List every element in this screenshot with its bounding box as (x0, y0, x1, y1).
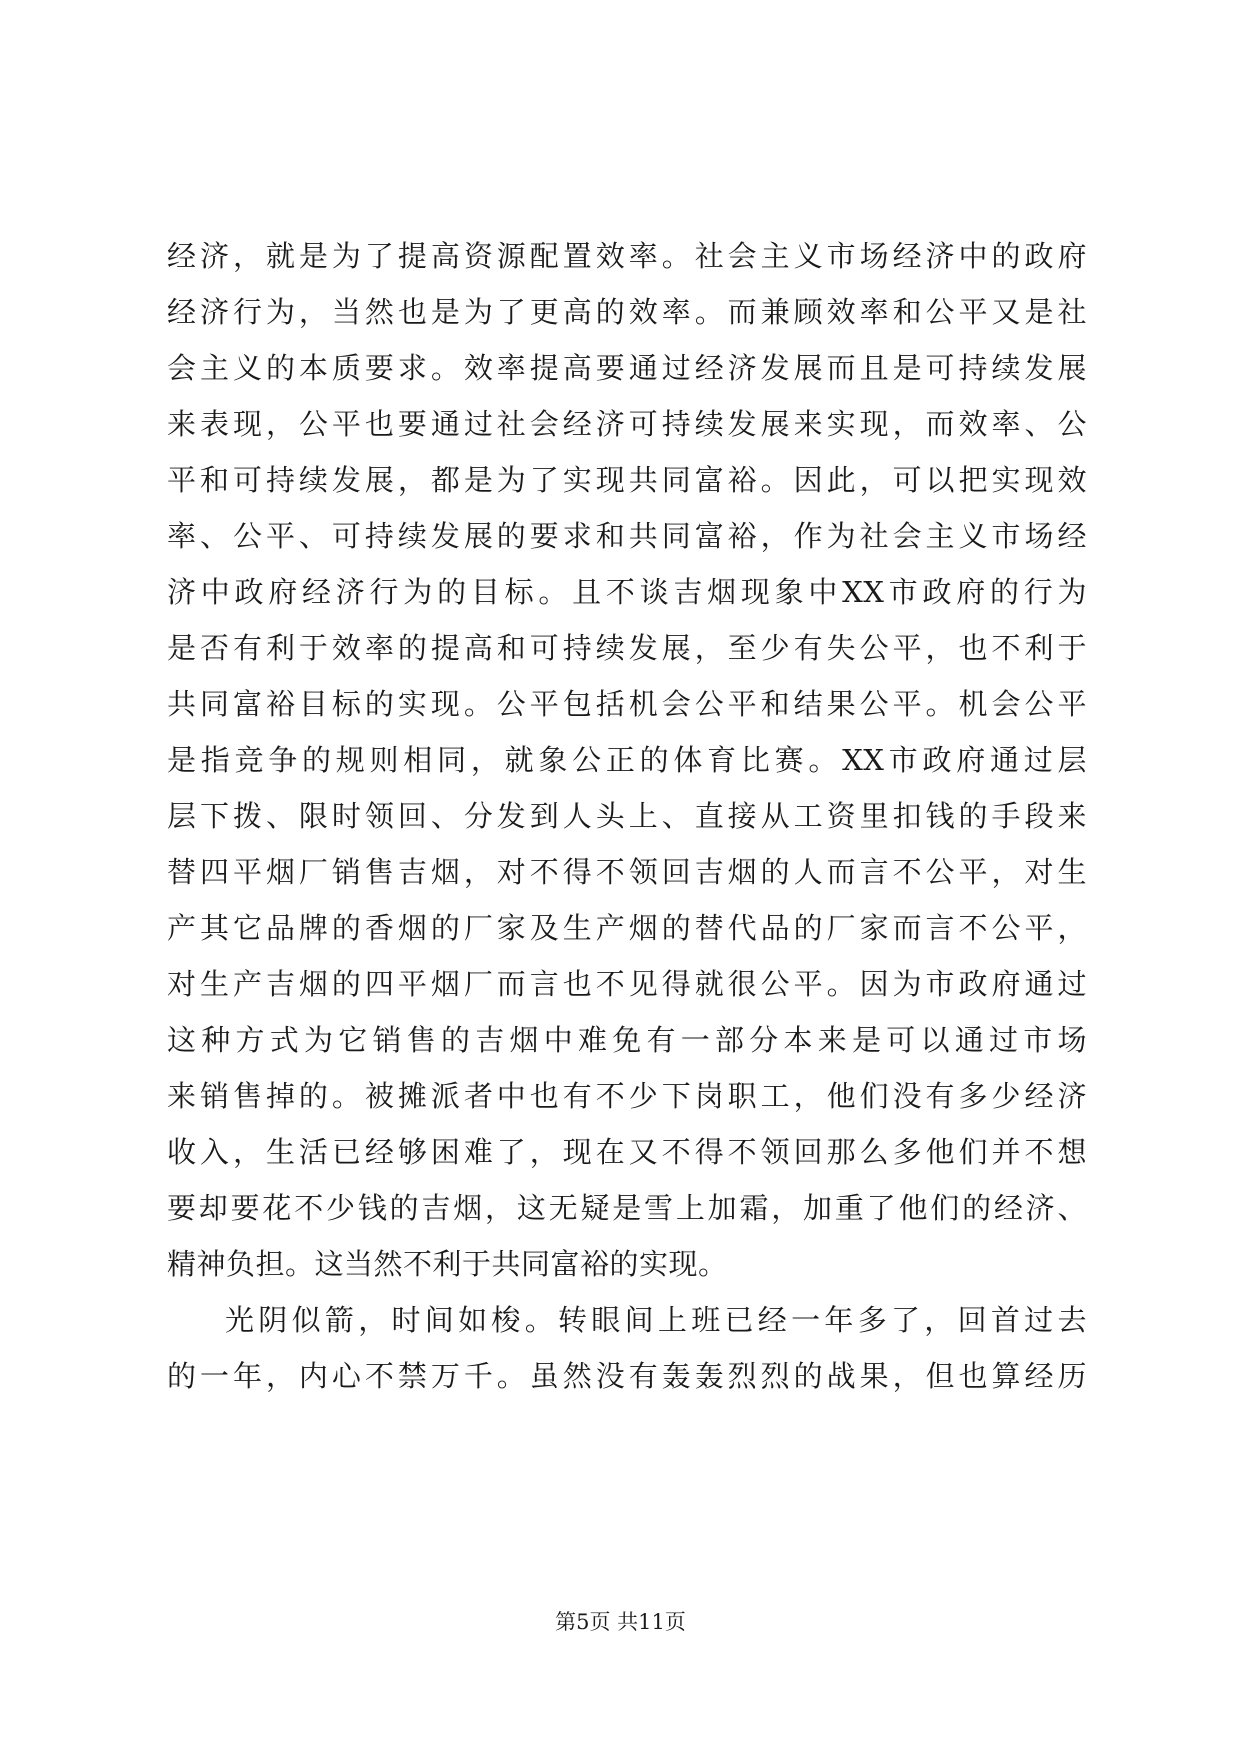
text-line: 收入，生活已经够困难了，现在又不得不领回那么多他们并不想 (167, 1135, 1087, 1169)
text-line: 层下拨、限时领回、分发到人头上、直接从工资里扣钱的手段来 (167, 799, 1087, 833)
text-line: 替四平烟厂销售吉烟，对不得不领回吉烟的人而言不公平，对生 (167, 855, 1087, 889)
text-line: 济中政府经济行为的目标。且不谈吉烟现象中XX市政府的行为 (167, 575, 1087, 609)
text-line: 精神负担。这当然不利于共同富裕的实现。 (167, 1247, 728, 1281)
text-line: 的一年，内心不禁万千。虽然没有轰轰烈烈的战果，但也算经历 (167, 1359, 1087, 1393)
text-line: 对生产吉烟的四平烟厂而言也不见得就很公平。因为市政府通过 (167, 967, 1087, 1001)
text-line: 率、公平、可持续发展的要求和共同富裕，作为社会主义市场经 (167, 519, 1087, 553)
text-line: 这种方式为它销售的吉烟中难免有一部分本来是可以通过市场 (167, 1023, 1087, 1057)
page-footer: 第5页 共11页 (555, 1610, 686, 1634)
text-line: 是指竞争的规则相同，就象公正的体育比赛。XX市政府通过层 (167, 743, 1087, 777)
text-line: 平和可持续发展，都是为了实现共同富裕。因此，可以把实现效 (167, 463, 1087, 497)
text-line: 会主义的本质要求。效率提高要通过经济发展而且是可持续发展 (167, 351, 1087, 385)
text-line: 经济行为，当然也是为了更高的效率。而兼顾效率和公平又是社 (167, 295, 1087, 329)
text-line: 共同富裕目标的实现。公平包括机会公平和结果公平。机会公平 (167, 687, 1087, 721)
text-line: 来表现，公平也要通过社会经济可持续发展来实现，而效率、公 (167, 407, 1087, 441)
text-line: 要却要花不少钱的吉烟，这无疑是雪上加霜，加重了他们的经济、 (167, 1191, 1087, 1225)
body-text (167, 228, 1087, 1404)
text-line: 产其它品牌的香烟的厂家及生产烟的替代品的厂家而言不公平， (167, 911, 1087, 945)
text-line: 来销售掉的。被摊派者中也有不少下岗职工，他们没有多少经济 (167, 1079, 1087, 1113)
text-line: 经济，就是为了提高资源配置效率。社会主义市场经济中的政府 (167, 239, 1087, 273)
text-line: 是否有利于效率的提高和可持续发展，至少有失公平，也不利于 (167, 631, 1087, 665)
text-line: 光阴似箭，时间如梭。转眼间上班已经一年多了，回首过去 (225, 1303, 1087, 1337)
